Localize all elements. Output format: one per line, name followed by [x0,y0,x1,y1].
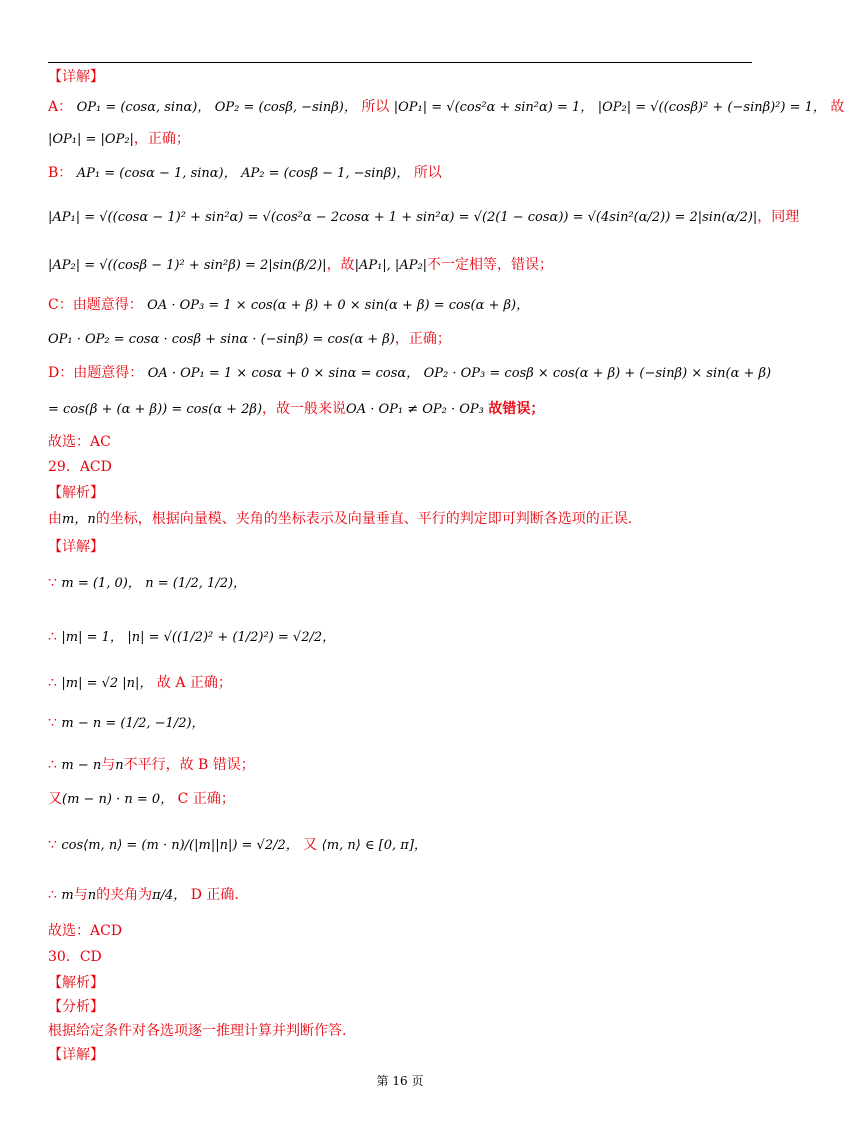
q29-option-d: ∴ m与n的夹角为π/4， D 正确. [48,887,239,903]
q29-option-b: ∴ m − n与n不平行，故 B 错误； [48,757,255,773]
magnitude-op1: |OP₁| = √(cos²α + sin²α) = 1， [393,100,594,115]
answer-28: 故选：AC [48,434,111,450]
question-30-number: 30．CD [48,949,102,965]
option-d-line-2: = cos(β + (α + β)) = cos(α + 2β)，故一般来说OA · OP₁ ≠ OP₂ · OP₃ 故错误； [48,401,545,417]
q29-option-c: 又(m − n) · n = 0， C 正确； [48,791,235,807]
question-29-number: 29．ACD [48,459,112,475]
q30-detail-tag: 【详解】 [48,1047,104,1063]
q29-analysis-text: 由m，n的坐标，根据向量模、夹角的坐标表示及向量垂直、平行的判定即可判断各选项的正误. [48,511,633,527]
option-c-line-1: C：由题意得： OA · OP₃ = 1 × cos(α + β) + 0 × sin(α + β) = cos(α + β)， [48,297,530,313]
magnitude-op2: |OP₂| = √((cosβ)² + (−sinβ)²) = 1， [597,100,826,115]
q30-analysis-tag: 【解析】 [48,975,104,991]
q30-fenxi-tag: 【分析】 [48,999,104,1015]
q29-analysis-tag: 【解析】 [48,485,104,501]
vector-op2: OP₂ = (cosβ, −sinβ)， [214,100,357,115]
q30-fenxi-text: 根据给定条件对各选项逐一推理计算并判断作答. [48,1023,347,1039]
option-b-line-1: B： AP₁ = (cosα − 1, sinα)， AP₂ = (cosβ − 1, −sinβ)， 所以 [48,165,442,181]
q29-magnitudes: ∴ |m| = 1， |n| = √((1/2)² + (1/2)²) = √2/2， [48,629,336,645]
option-c-line-2: OP₁ · OP₂ = cosα · cosβ + sinα · (−sinβ) = cos(α + β)，正确； [48,331,451,347]
page-footer: 第 16 页 [376,1074,424,1088]
section-detail-heading: 【详解】 [48,69,104,85]
option-d-line-1: D：由题意得： OA · OP₁ = 1 × cosα + 0 × sinα = cosα， OP₂ · OP₃ = cosβ × cos(α + β) + (−sinβ) × sin(α + β) [48,365,772,381]
q29-cosine: ∵ cos⟨m, n⟩ = (m · n)/(|m||n|) = √2/2， 又 ⟨m, n⟩ ∈ [0, π]， [48,837,427,853]
q29-detail-tag: 【详解】 [48,539,104,555]
q29-given-vectors: ∵ m = (1, 0)， n = (1/2, 1/2)， [48,575,247,591]
option-a-line-1: A： OP₁ = (cosα, sinα)， OP₂ = (cosβ, −sinβ)， 所以 |OP₁| = √(cos²α + sin²α) = 1， |OP₂| = √((cosβ)² + (−sinβ)²) = 1， 故 [48,99,844,115]
vector-op1: OP₁ = (cosα, sinα)， [76,100,211,115]
option-b-line-3: |AP₂| = √((cosβ − 1)² + sin²β) = 2|sin(β/2)|，故|AP₁|, |AP₂|不一定相等，错误； [48,257,554,273]
answer-29: 故选：ACD [48,923,123,939]
top-rule [48,62,752,63]
q29-difference: ∵ m − n = (1/2, −1/2)， [48,715,205,731]
option-b-line-2: |AP₁| = √((cosα − 1)² + sin²α) = √(cos²α − 2cosα + 1 + sin²α) = √(2(1 − cosα)) = √(4sin²(α/2)) = 2|sin(α/2)|，同理 [48,209,800,225]
option-a-line-2: |OP₁| = |OP₂|，正确； [48,131,190,147]
q29-option-a: ∴ |m| = √2 |n|， 故 A 正确； [48,675,232,691]
